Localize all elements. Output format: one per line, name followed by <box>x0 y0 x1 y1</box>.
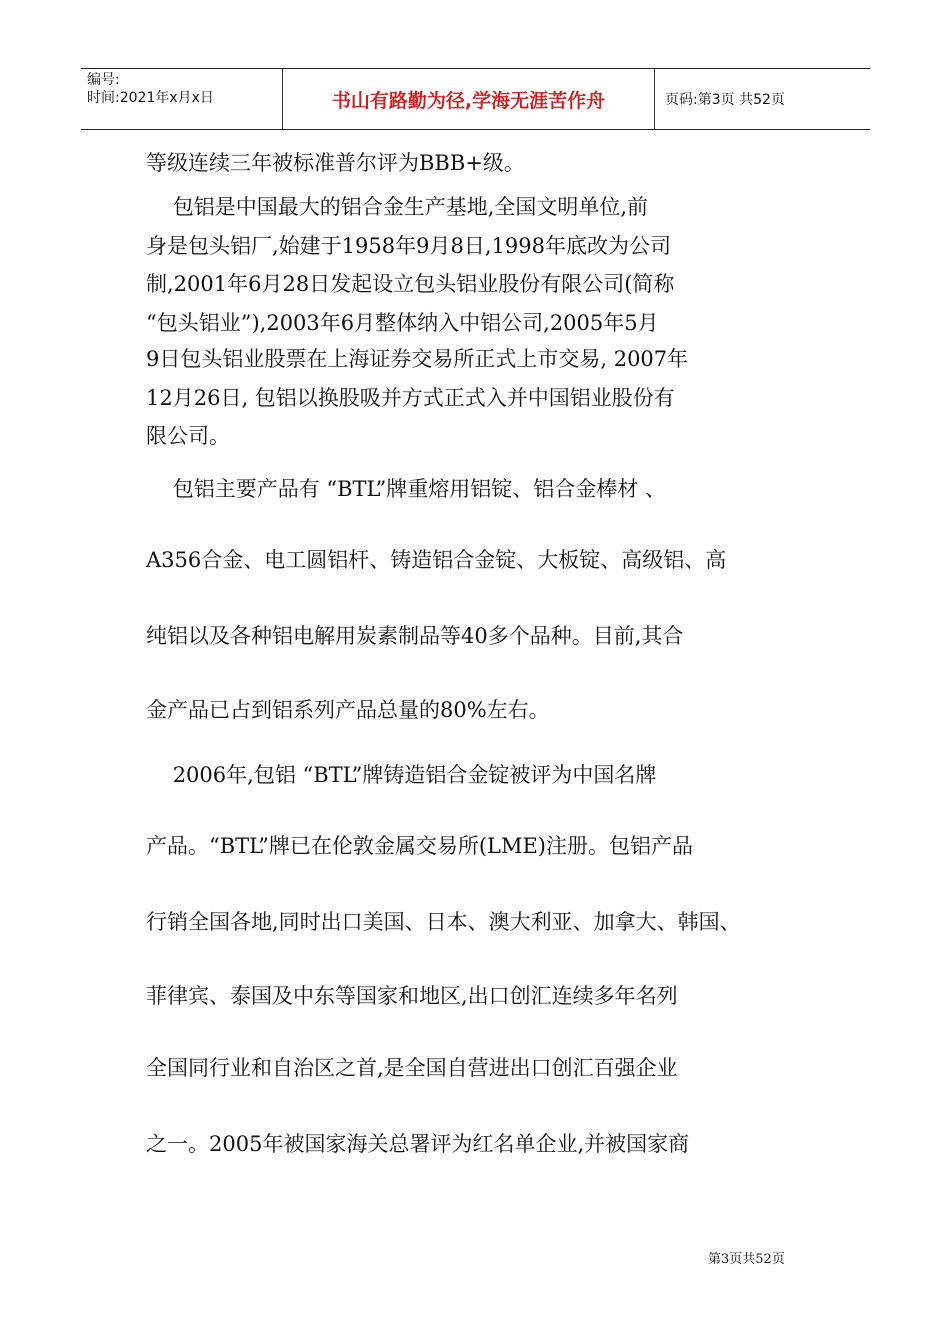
body-line: 等级连续三年被标准普尔评为BBB+级。 <box>146 151 525 175</box>
body-line: 全国同行业和自治区之首,是全国自营进出口创汇百强企业 <box>146 1056 678 1080</box>
body-line: 9日包头铝业股票在上海证券交易所正式上市交易, 2007年 <box>146 347 689 371</box>
body-line: 行销全国各地,同时出口美国、日本、澳大利亚、加拿大、韩国、 <box>146 910 741 934</box>
document-time-label: 时间:2021年x月x日 <box>87 90 214 106</box>
body-line: 产品。“BTL”牌已在伦敦金属交易所(LME)注册。包铝产品 <box>146 834 693 858</box>
header-motto: 书山有路勤为径,学海无涯苦作舟 <box>283 69 655 129</box>
header-meta <box>81 69 283 129</box>
body-line: 身是包头铝厂,始建于1958年9月8日,1998年底改为公司 <box>146 234 671 258</box>
body-line: A356合金、电工圆铝杆、铸造铝合金锭、大板锭、高级铝、高 <box>146 548 727 572</box>
footer-page-number: 第3页共52页 <box>708 1252 785 1267</box>
body-line: 制,2001年6月28日发起设立包头铝业股份有限公司(简称 <box>146 272 675 296</box>
header-table <box>81 68 870 130</box>
body-line: 限公司。 <box>146 424 230 448</box>
body-line: 包铝是中国最大的铝合金生产基地,全国文明单位,前 <box>146 195 649 219</box>
body-line: 包铝主要产品有 “BTL”牌重熔用铝锭、铝合金棒材 、 <box>146 477 666 501</box>
body-line: 12月26日, 包铝以换股吸并方式正式入并中国铝业股份有 <box>146 386 675 410</box>
header-page-info: 页码:第3页 共52页 <box>665 92 785 108</box>
body-line: 纯铝以及各种铝电解用炭素制品等40多个品种。目前,其合 <box>146 624 684 648</box>
document-number-label: 编号: <box>87 72 120 88</box>
body-line: 之一。2005年被国家海关总署评为红名单企业,并被国家商 <box>146 1132 690 1156</box>
body-line: 金产品已占到铝系列产品总量的80%左右。 <box>146 698 550 722</box>
body-line: “包头铝业”),2003年6月整体纳入中铝公司,2005年5月 <box>146 311 659 335</box>
body-line: 菲律宾、泰国及中东等国家和地区,出口创汇连续多年名列 <box>146 984 678 1008</box>
body-line: 2006年,包铝 “BTL”牌铸造铝合金锭被评为中国名牌 <box>146 763 657 787</box>
